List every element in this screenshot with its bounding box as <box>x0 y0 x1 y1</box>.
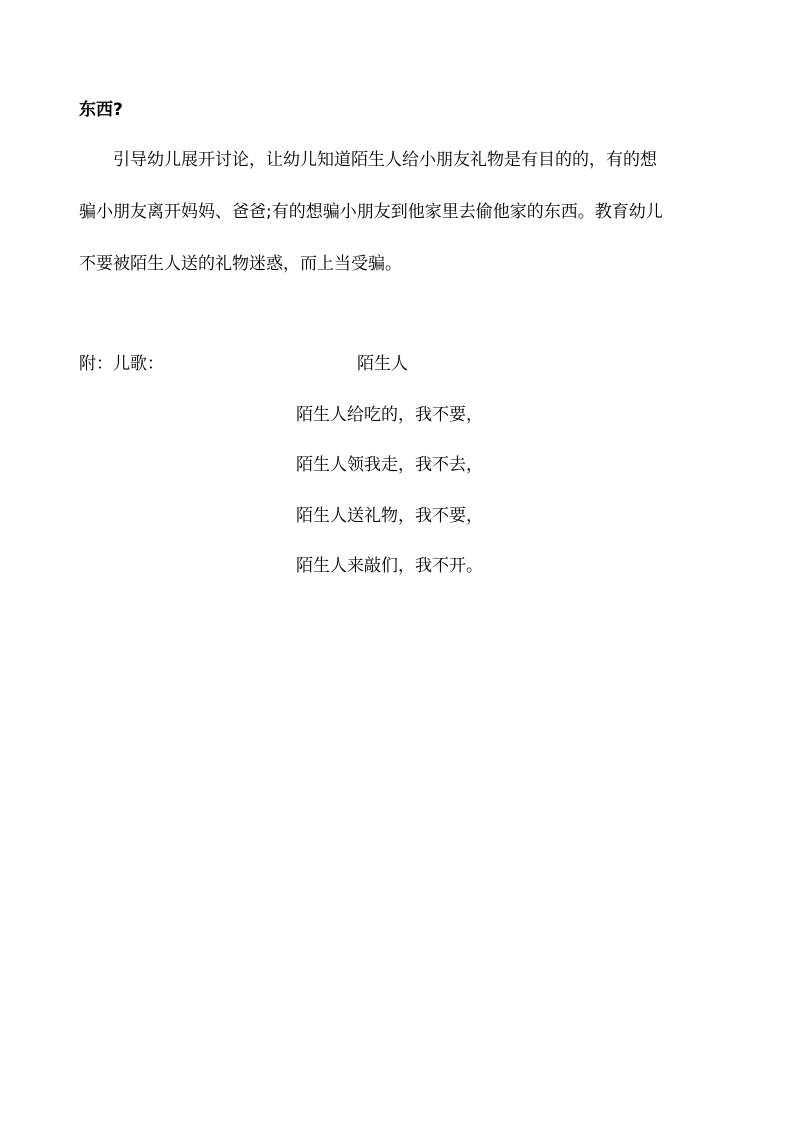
poem-title: 陌生人 <box>357 354 408 374</box>
body-paragraph <box>79 147 729 303</box>
poem-line: 陌生人送礼物，我不要， <box>296 506 483 526</box>
paragraph-line: 不要被陌生人送的礼物迷惑，而上当受骗。 <box>79 254 402 274</box>
appendix-label: 附：儿歌： <box>79 354 164 374</box>
section-heading: 东西? <box>79 100 123 120</box>
paragraph-line: 骗小朋友离开妈妈、爸爸;有的想骗小朋友到他家里去偷他家的东西。教育幼儿 <box>79 202 663 222</box>
poem-line: 陌生人领我走，我不去， <box>296 455 483 475</box>
poem-line: 陌生人来敲们，我不开。 <box>296 556 483 576</box>
poem-line: 陌生人给吃的，我不要， <box>296 405 483 425</box>
paragraph-line: 引导幼儿展开讨论，让幼儿知道陌生人给小朋友礼物是有目的的，有的想 <box>113 150 657 170</box>
